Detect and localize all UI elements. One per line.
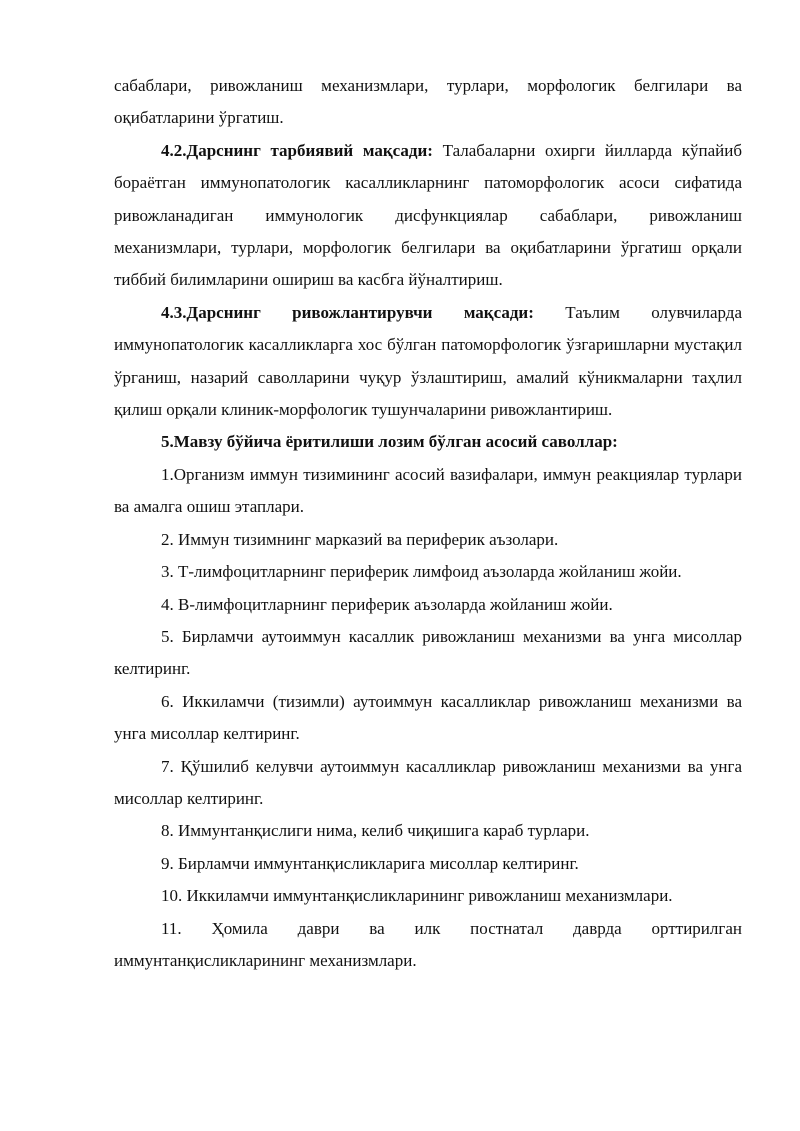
question-item-10: 10. Иккиламчи иммунтанқисликларининг ривожланиш механизмлари. <box>161 886 673 906</box>
developmental-goal-text: Таълим олувчиларда иммунопатологик касалликларга хос бўлган патоморфологик ўзгаришларни мустақил ўрганиш, назарий саволларини чуқур ўзлаштириш, амалий кўникмаларни таҳлил қилиш орқали клиник-морфологик тушунчаларини ривожлантириш. <box>114 302 742 420</box>
paragraph-educational-goal <box>114 135 742 297</box>
question-item-8: 8. Иммунтанқислиги нима, келиб чиқишига караб турлари. <box>161 821 590 841</box>
question-item-4: 4. В-лимфоцитларнинг периферик аъзоларда жойланиш жойи. <box>161 594 613 614</box>
question-item-5: 5. Бирламчи аутоиммун касаллик ривожланиш механизми ва унга мисоллар келтиринг. <box>114 626 742 679</box>
question-item-3: 3. Т-лимфоцитларнинг периферик лимфоид аъзоларда жойланиш жойи. <box>161 562 682 582</box>
question-item-7: 7. Қўшилиб келувчи аутоиммун касалликлар ривожланиш механизми ва унга мисоллар келтиринг. <box>114 756 742 808</box>
paragraph-continuation: сабаблари, ривожланиш механизмлари, турлари, морфологик белгилари ва оқибатларини ўргатиш. <box>114 76 742 128</box>
question-item-1: 1.Организм иммун тизимининг асосий вазифалари, иммун реакциялар турлари ва амалга ошиш этаплари. <box>114 464 742 517</box>
questions-heading: 5.Мавзу бўйича ёритилиши лозим бўлган асосий саволлар: <box>161 432 618 452</box>
educational-goal-text: Талабаларни охирги йилларда кўпайиб бораётган иммунопатологик касалликларнинг патоморфологик асоси сифатида ривожланадиган иммунологик дисфункциялар сабаблари, ривожланиш механизмлари, турлари, морфологик белгилари ва оқибатларини ўргатиш орқали тиббий билимларини ошириш ва касбга йўналтириш. <box>114 140 742 290</box>
question-item-11: 11. Ҳомила даври ва илк постнатал даврда орттирилган иммунтанқисликларининг механизмлари. <box>114 918 742 970</box>
paragraph-developmental-goal <box>114 297 742 427</box>
document-page <box>114 70 742 977</box>
developmental-goal-label: 4.3.Дарснинг ривожлантирувчи мақсади: <box>161 302 534 322</box>
question-item-2: 2. Иммун тизимнинг марказий ва периферик аъзолари. <box>161 529 559 549</box>
question-item-6: 6. Иккиламчи (тизимли) аутоиммун касалликлар ривожланиш механизми ва унга мисоллар келтиринг. <box>114 691 742 744</box>
question-item-9: 9. Бирламчи иммунтанқисликларига мисоллар келтиринг. <box>161 853 579 873</box>
educational-goal-label: 4.2.Дарснинг тарбиявий мақсади: <box>161 140 433 160</box>
